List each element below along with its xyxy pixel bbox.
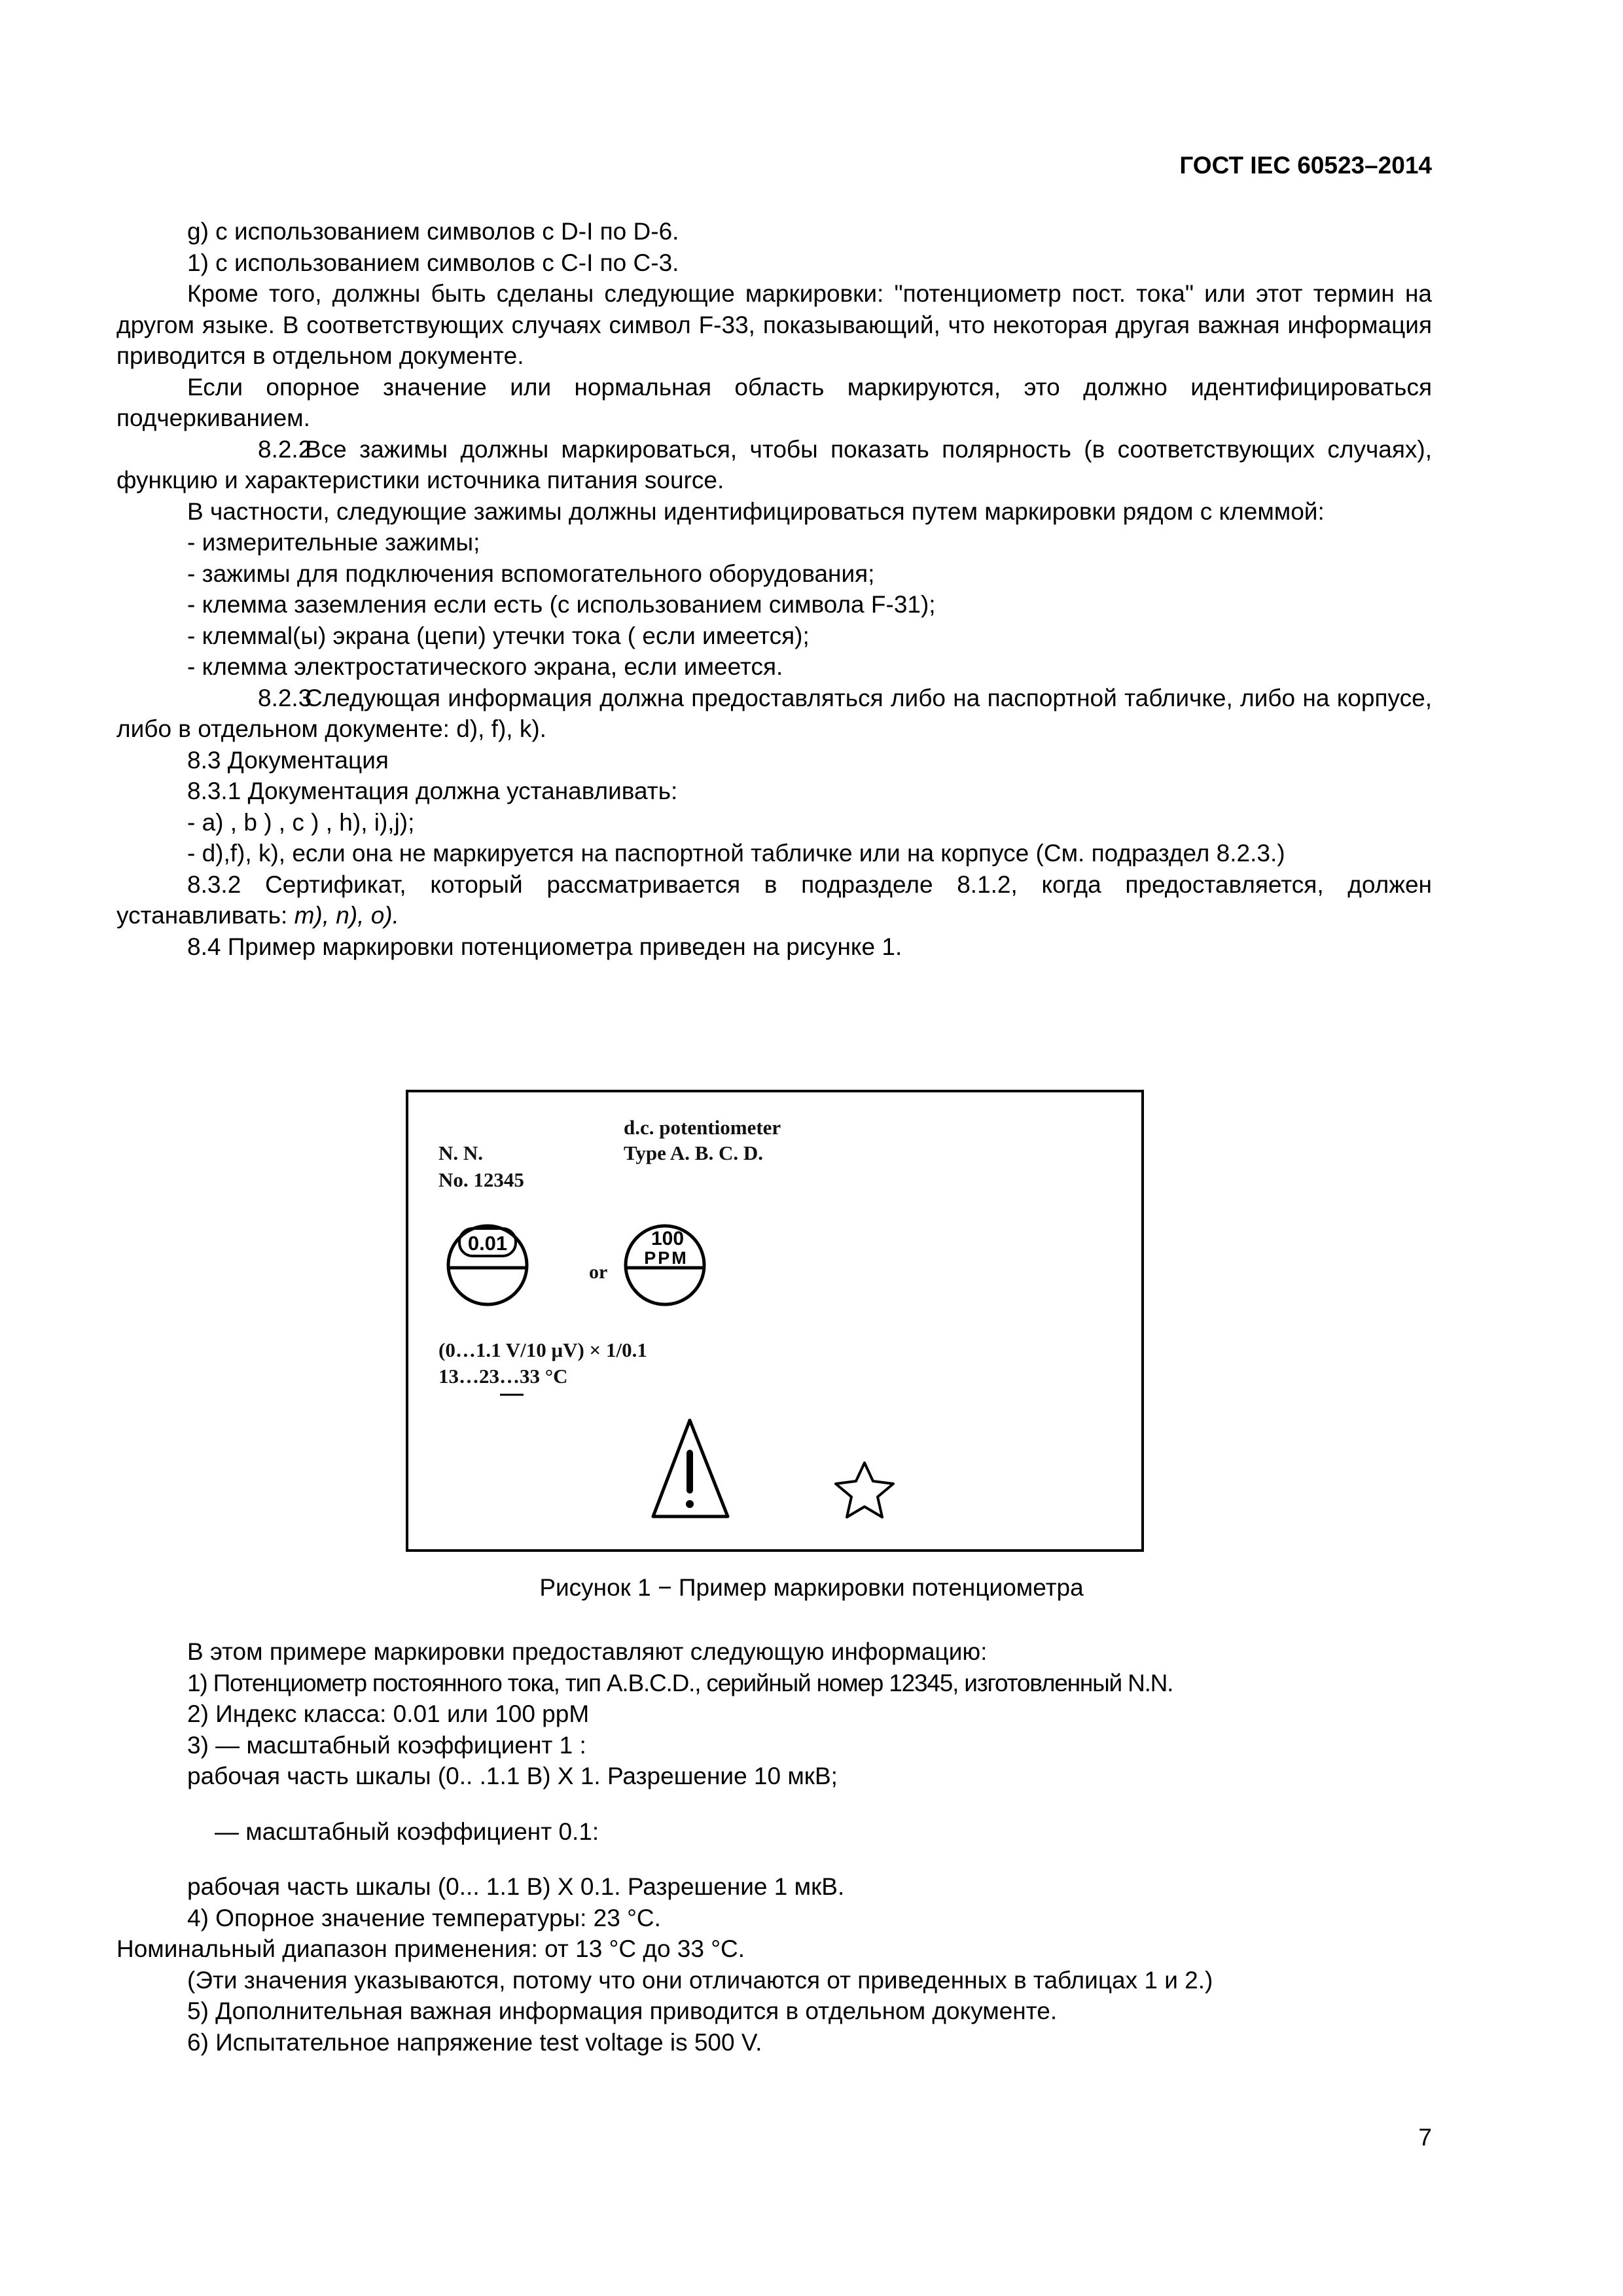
section-number: 8.2.2 — [258, 435, 312, 463]
list-item: рабочая часть шкалы (0.. .1.1 В) X 1. Разрешение 10 мкВ; — [187, 1763, 838, 1789]
list-item: - d),f), k), если она не маркируется на паспортной табличке или на корпусе (См. подраздел 8.2.3.) — [187, 840, 1285, 867]
range-line: (0…1.1 V/10 μV) × 1/0.1 — [438, 1338, 647, 1361]
list-item: рабочая часть шкалы (0... 1.1 В) X 0.1. Разрешение 1 мкВ. — [187, 1873, 845, 1900]
or-label: or — [589, 1261, 608, 1283]
star-icon — [836, 1463, 893, 1517]
class-index-value: 0.01 — [467, 1232, 508, 1255]
section-text: Все зажимы должны маркироваться, чтобы показать полярность (в соответствующих случаях), функцию и характеристики источника питания source. — [116, 435, 1432, 493]
paragraph-terminals: В частности, следующие зажимы должны идентифицироваться путем маркировки рядом с клеммой: — [187, 497, 1325, 525]
item-g: g) с использованием символов с D-I по D-6. — [187, 218, 679, 245]
section-items-italic: m), n), o). — [294, 902, 399, 929]
list-item: 1) Потенциометр постоянного тока, тип A.B.C.D., серийный номер 12345, изготовленный N.N. — [187, 1669, 1173, 1696]
figure-caption: Рисунок 1 − Пример маркировки потенциометра — [539, 1574, 1084, 1601]
item-1: 1) с использованием символов с C-I по C-3. — [187, 249, 679, 276]
section-number: 8.2.3 — [258, 684, 312, 711]
ppm-symbol — [626, 1226, 704, 1304]
list-item: - клемма заземления если есть (с использованием символа F-31); — [187, 591, 936, 618]
standard-code-header: ГОСТ IEC 60523–2014 — [1179, 152, 1432, 179]
list-item: - зажимы для подключения вспомогательного оборудования; — [187, 560, 875, 587]
list-item: 3) — масштабный коэффициент 1 : — [187, 1731, 586, 1759]
temperature-line: 13…23…33 °C — [438, 1365, 568, 1388]
list-item: (Эти значения указываются, потому что они отличаются от приведенных в таблицах 1 и 2.) — [187, 1966, 1213, 1994]
ppm-value: 100 — [651, 1228, 685, 1249]
page-number: 7 — [1418, 2124, 1432, 2151]
class-index-symbol — [448, 1226, 527, 1304]
paragraph-marking-terms: Кроме того, должны быть сделаны следующие маркировки: "потенциометр пост. тока" или этот термин на другом языке. В соответствующих случаях символ F-33, показывающий, что некоторая другая важная информация приводится в отдельном документе. — [116, 280, 1432, 369]
section-8-3-heading: 8.3 Документация — [187, 746, 389, 774]
section-text: 8.3.2 Сертификат, который рассматривается в подразделе 8.1.2, когда предоставляется, должен устанавливать: — [116, 870, 1432, 929]
example-explanation — [116, 1636, 1432, 2058]
device-title: d.c. potentiometer — [624, 1116, 781, 1139]
list-item: - измерительные зажимы; — [187, 529, 480, 556]
list-item: - клеммаl(ы) экрана (цепи) утечки тока ( если имеется); — [187, 622, 810, 649]
explanation-intro: В этом примере маркировки предоставляют следующую информацию: — [187, 1638, 988, 1665]
section-8-3-1: 8.3.1 Документация должна устанавливать: — [187, 778, 678, 804]
section-8-2-2 — [116, 434, 1432, 496]
potentiometer-marking-figure — [406, 1090, 1145, 1553]
section-8-3-2 — [116, 869, 1432, 931]
device-type: Type A. B. C. D. — [624, 1141, 764, 1164]
manufacturer-label: N. N. — [438, 1141, 484, 1164]
list-item: 2) Индекс класса: 0.01 или 100 ppM — [187, 1700, 590, 1727]
list-item: 5) Дополнительная важная информация приводится в отдельном документе. — [187, 1998, 1058, 2024]
list-item: 4) Опорное значение температуры: 23 °С. — [187, 1904, 661, 1931]
serial-number: No. 12345 — [438, 1168, 524, 1191]
warning-triangle-icon — [653, 1420, 728, 1516]
section-8-4: 8.4 Пример маркировки потенциометра приведен на рисунке 1. — [187, 933, 902, 960]
paragraph-reference-value: Если опорное значение или нормальная область маркируются, это должно идентифицироваться подчеркиванием. — [116, 373, 1432, 431]
main-text — [116, 216, 1432, 962]
list-item: - a) , b ) , c ) , h), i),j); — [187, 808, 415, 836]
list-item: 6) Испытательное напряжение test voltage is 500 V. — [187, 2028, 762, 2056]
section-8-2-3 — [116, 683, 1432, 745]
list-item: Номинальный диапазон применения: от 13 °С до 33 °С. — [116, 1935, 745, 1962]
section-text: Следующая информация должна предоставляться либо на паспортной табличке, либо на корпусе, либо в отдельном документе: d), f), k). — [116, 684, 1432, 742]
ppm-unit: PPM — [644, 1248, 688, 1268]
list-item: - клемма электростатического экрана, если имеется. — [187, 653, 783, 680]
list-item: — масштабный коэффициент 0.1: — [215, 1818, 599, 1845]
